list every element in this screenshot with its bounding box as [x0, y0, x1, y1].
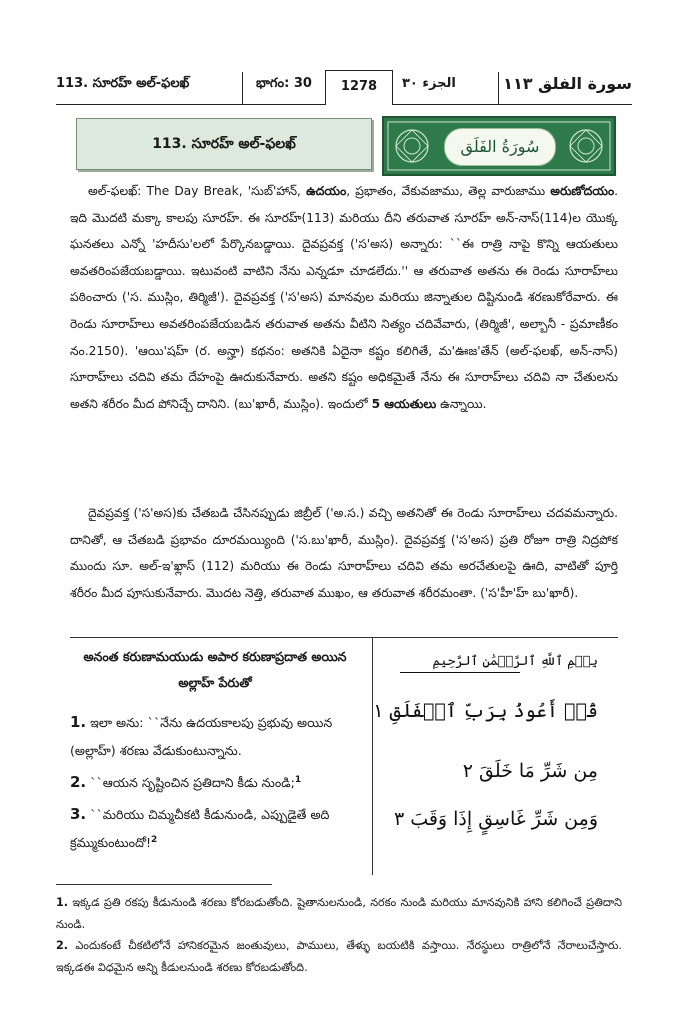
intro-text: , ప్రభాతం, వేకువజాము, తెల్ల వారుజాము [346, 184, 551, 198]
footnote-text: ఇక్కడ ప్రతి రకపు కీడునుండి శరణు కోరబడుతోంది. షైతానులనుండి, నరకం నుండి మరియు మానవునికి హాని కలిగించే ప్రతిదాని నుండి. [56, 896, 622, 931]
footnote-ref: 1 [294, 774, 302, 785]
footnote-number: 2. [56, 939, 69, 952]
verse-text: ఇలా అను: ``నేను ఉదయకాలపు ప్రభువు అయిన (అల్లాహ్) శరణు వేడుకుంటున్నాను. [70, 715, 333, 758]
verse-text: ``ఆయన సృష్టించిన ప్రతిదాని కీడు నుండి; [86, 775, 295, 790]
running-header [56, 72, 632, 105]
basmala-translation: అనంత కరుణామయుడు అపార కరుణాప్రదాత అయిన అల్లాహ్ పేరుతో [83, 649, 347, 690]
intro-paragraph [70, 178, 618, 417]
column-divider [372, 637, 373, 875]
header-surah-telugu: 113. సూరహ్ అల్-ఫలఖ్ [56, 76, 190, 91]
intro-text: ఉన్నాయి. [436, 396, 487, 411]
header-divider [498, 72, 499, 104]
footnote-text: ఎందుకంటే చీకటిలోనే హానికరమైన జంతువులు, పాములు, తేళ్ళు బయటికి వస్తాయి. నేరస్థులు రాత్రిలోనే నేరాలుచేస్తారు. ఇక్కడఈ విధమైన అన్ని కీడులనుండి శరణు కోరబడుతోంది. [56, 939, 622, 974]
arabic-bismillah: بِسۡمِ ٱللَّهِ ٱلرَّحۡمَٰنِ ٱلرَّحِيمِ [432, 654, 598, 669]
verse-number: 3. [70, 805, 87, 823]
verse-text: ``మరియు చిమ్మచీకటి కీడునుండి, ఎప్పుడైతే అది క్రమ్ముకుంటుందో! [70, 807, 330, 850]
footnote-number: 1. [56, 896, 69, 909]
page-number: 1278 [325, 70, 393, 105]
surah-title-box: 113. సూరహ్ అల్-ఫలఖ్ [76, 118, 372, 170]
footnote-divider [56, 884, 272, 885]
context-paragraph: దైవప్రవక్త ('స'అస)కు చేతబడి చేసినప్పుడు జిబ్రీల్ ('అ.స.) వచ్చి అతనితో ఈ రెండు సూరాహ్‌లు చదవమన్నారు. దానితో, ఆ చేతబడి ప్రభావం దూరమయ్యింది ('స.బు'ఖారీ, ముస్లిం). దైవప్రవక్త ('స'అస) ప్రతి రోజూ రాత్రి నిద్రపోక ముందు సూ. అల్-ఇ'ఖ్లాస్ (112) మరియు ఈ రెండు సూరాహ్‌లు చదివి తమ అరచేతులపై ఊది, వాటితో పూర్తి శరీరం మీద పూసుకునేవారు. మొదట నెత్తి, తరువాత ముఖం, ఆ తరువాత శరీరమంతా. ('స'హీ'హ్ బు'ఖారీ). [70, 506, 618, 600]
intro-keyword: అరుణోదయం [550, 184, 615, 198]
header-juz-arabic: الجزء ۳۰ [402, 76, 456, 91]
bismillah-underline [400, 672, 520, 673]
arabic-ayah: وَمِن شَرِّ غَاسِقٍ إِذَا وَقَبَ ٣ [393, 808, 598, 830]
header-part-number: భాగం: 30 [256, 76, 312, 91]
verse-number: 2. [70, 773, 87, 791]
section-divider [70, 637, 618, 638]
intro-text: . ఇది మొదటి మక్కా కాలపు సూరహ్. ఈ సూరహ్(113) మరియు దీని తరువాత సూరహ్ అన్-నాస్(114)ల యొక్క ఘనతలు ఎన్నో 'హదీసు'లలో పేర్కొనబడ్డాయి. దైవప్రవక్త ('స'అస) అన్నారు: ``ఈ రాత్రి నాపై కొన్ని ఆయతులు అవతరింపజేయబడ్డాయి. ఇటువంటి వాటిని నేను ఎన్నడూ చూడలేదు.'' ఆ తరువాత అతను ఈ రెండు సూరాహ్‌లు పఠించారు ('స. ముస్లిం, తిర్మిజీ'). దైవప్రవక్త ('స'అస) మానవుల మరియు జిన్నాతుల దిష్టినుండి శరణుకోరేవారు. ఈ రెండు సూరాహ్‌లు అవతరింపజేయబడిన తరువాత అతను వీటిని నిత్యం చదివేవారు, (తిర్మిజీ', అల్బానీ - ప్రమాణీకం నం.2150). 'ఆయి'షహ్ (ర. అన్హా) కథనం: అతనికి ఏదైనా కష్టం కలిగితే, మ'ఊజ'తేన్ (అల్-ఫలఖ్, అన్-నాస్) సూరాహ్‌లు చదివి తమ దేహంపై ఊదుకునేవారు. అతని కష్టం అధికమైతే నేను ఈ సూరాహ్‌లు చదివి నా చేతులను అతని శరీరం మీద పోనిచ్చే దానిని. (బు'ఖారీ, ముస్లిం). ఇందులో [70, 184, 618, 411]
arabic-ayah: مِن شَرِّ مَا خَلَقَ ٢ [462, 760, 598, 782]
footnote [56, 935, 622, 978]
verse-number: 1. [70, 713, 87, 731]
footnote-ref: 2 [151, 834, 158, 845]
verse-translation [70, 768, 360, 797]
surah-calligraphy-banner [382, 116, 616, 176]
header-surah-arabic: سورة الفلق ۱۱۳ [503, 74, 632, 93]
intro-verse-count: 5 ఆయతులు [371, 396, 437, 411]
header-divider [242, 72, 243, 104]
verse-translation [70, 708, 360, 765]
intro-keyword: ఉదయం [306, 184, 347, 198]
verse-translation [70, 800, 360, 857]
arabic-ayah: قُلۡ أَعُوذُ بِرَبِّ ٱلۡفَلَقِ ١ [373, 700, 598, 722]
footnote [56, 892, 622, 935]
surah-calligraphy-text: سُورَةُ الفَلَق [444, 128, 556, 166]
intro-text: అల్-ఫలఖ్: The Day Break, 'సుబ్'హాన్, [88, 184, 307, 198]
